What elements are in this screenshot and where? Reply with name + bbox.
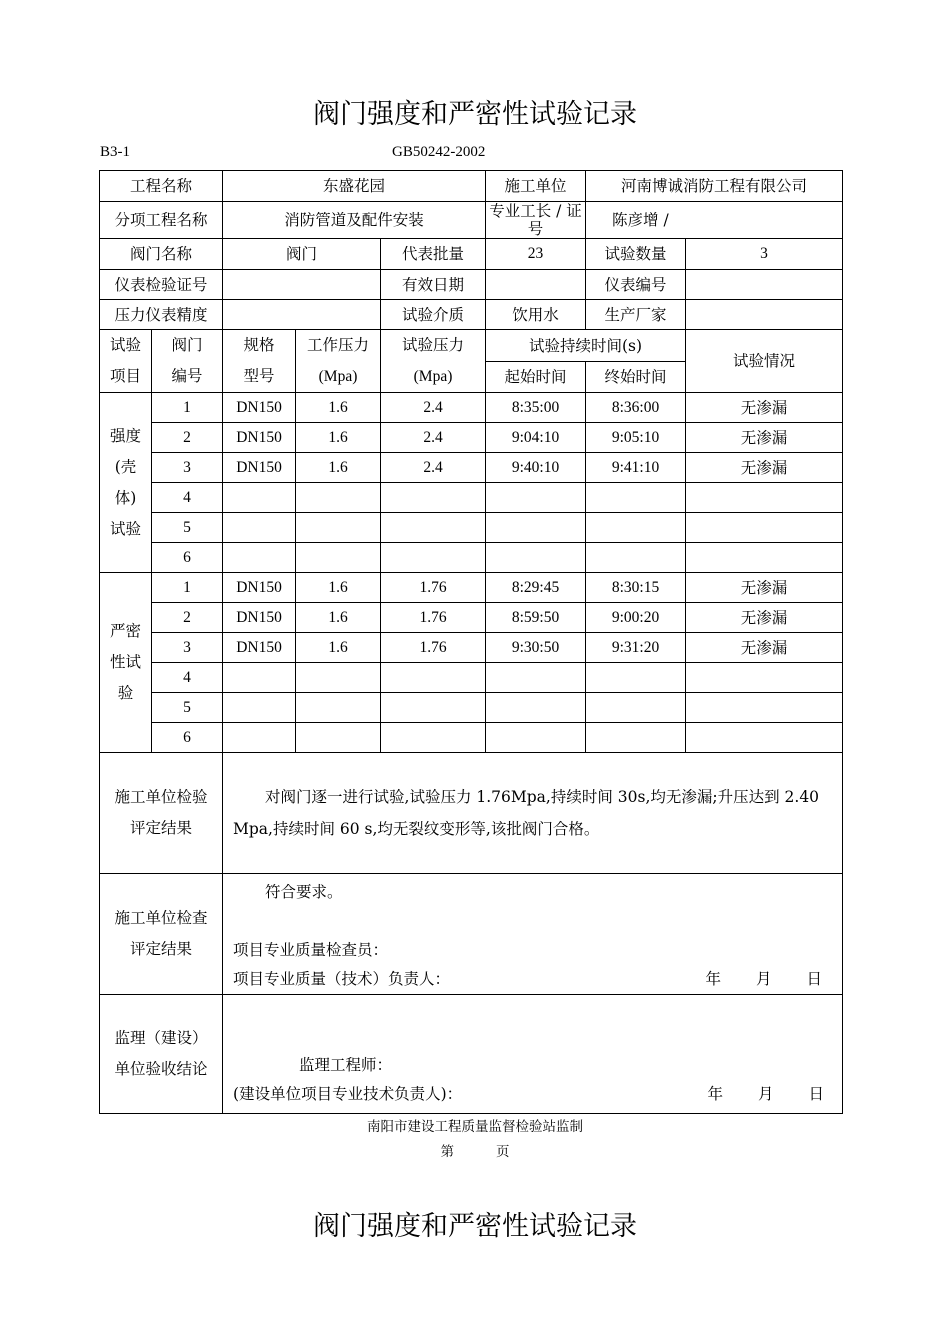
tightness-spec-cell	[223, 693, 296, 723]
strength-test-cell	[381, 543, 486, 573]
tightness-end-cell	[586, 663, 686, 693]
tightness-start-cell	[486, 723, 586, 753]
inspect-row	[100, 874, 843, 995]
strength-spec-cell	[223, 483, 296, 513]
tightness-row	[100, 663, 843, 693]
strength-no-cell: 4	[152, 483, 223, 513]
header-row-cert	[100, 270, 843, 300]
strength-end-cell	[586, 543, 686, 573]
strength-work-cell	[296, 543, 381, 573]
constructor-value: 河南博诚消防工程有限公司	[586, 171, 843, 202]
next-page-title: 阀门强度和严密性试验记录	[313, 1211, 637, 1242]
strength-row	[100, 543, 843, 573]
strength-no-cell: 3	[152, 453, 223, 483]
header-row-project	[100, 171, 843, 202]
strength-label: 强度 (壳 体) 试验	[100, 393, 152, 573]
col-end-header: 终始时间	[586, 362, 686, 393]
tightness-work-cell: 1.6	[296, 573, 381, 603]
tightness-row	[100, 603, 843, 633]
maker-value	[686, 300, 843, 330]
strength-row	[100, 423, 843, 453]
strength-work-cell: 1.6	[296, 423, 381, 453]
project-name-value: 东盛花园	[223, 171, 486, 202]
strength-start-cell: 9:04:10	[486, 423, 586, 453]
strength-no-cell: 1	[152, 393, 223, 423]
tightness-row	[100, 633, 843, 663]
test-qty-label: 试验数量	[586, 239, 686, 270]
strength-spec-cell: DN150	[223, 453, 296, 483]
strength-start-cell	[486, 483, 586, 513]
strength-end-cell: 9:05:10	[586, 423, 686, 453]
strength-spec-cell: DN150	[223, 423, 296, 453]
strength-row	[100, 513, 843, 543]
strength-row	[100, 453, 843, 483]
tightness-test-cell	[381, 693, 486, 723]
test-record-table	[99, 170, 843, 1114]
tightness-result-cell: 无渗漏	[686, 633, 843, 663]
supervise-label: 监理（建设） 单位验收结论	[100, 995, 223, 1114]
header-row-subproject	[100, 202, 843, 239]
supervise-content	[223, 995, 843, 1114]
tightness-start-cell: 8:29:45	[486, 573, 586, 603]
strength-test-cell	[381, 483, 486, 513]
column-header-row-1	[100, 330, 843, 362]
inspect-content	[223, 874, 843, 995]
check-label: 施工单位检验 评定结果	[100, 753, 223, 874]
tightness-no-cell: 6	[152, 723, 223, 753]
header-row-valve	[100, 239, 843, 270]
strength-test-cell: 2.4	[381, 423, 486, 453]
foreman-label: 专业工长 / 证号	[486, 202, 586, 239]
strength-result-cell	[686, 513, 843, 543]
tightness-result-cell	[686, 723, 843, 753]
strength-no-cell: 5	[152, 513, 223, 543]
tightness-no-cell: 2	[152, 603, 223, 633]
tightness-end-cell: 9:00:20	[586, 603, 686, 633]
constructor-label: 施工单位	[486, 171, 586, 202]
inspect-label: 施工单位检查 评定结果	[100, 874, 223, 995]
valid-label: 有效日期	[381, 270, 486, 300]
test-qty-value: 3	[686, 239, 843, 270]
project-name-label: 工程名称	[100, 171, 223, 202]
footer-page: 第 页	[440, 1144, 510, 1160]
supervise-date: 年 月 日	[707, 1085, 825, 1103]
tightness-start-cell: 8:59:50	[486, 603, 586, 633]
tightness-work-cell	[296, 663, 381, 693]
meter-no-value	[686, 270, 843, 300]
col-spec-header: 规格 型号	[223, 330, 296, 393]
tightness-work-cell: 1.6	[296, 603, 381, 633]
check-row	[100, 753, 843, 874]
valve-name-value: 阀门	[223, 239, 381, 270]
tightness-no-cell: 1	[152, 573, 223, 603]
tightness-section	[100, 573, 843, 753]
tightness-test-cell: 1.76	[381, 603, 486, 633]
strength-start-cell	[486, 513, 586, 543]
tightness-spec-cell	[223, 723, 296, 753]
tightness-test-cell	[381, 663, 486, 693]
tightness-label: 严密 性试 验	[100, 573, 152, 753]
inspect-date: 年 月 日	[705, 970, 823, 988]
strength-test-cell	[381, 513, 486, 543]
page-title: 阀门强度和严密性试验记录	[313, 99, 637, 130]
sub-project-label: 分项工程名称	[100, 202, 223, 239]
strength-result-cell: 无渗漏	[686, 423, 843, 453]
strength-work-cell: 1.6	[296, 393, 381, 423]
standard-code: GB50242-2002	[392, 144, 486, 160]
inspect-conclusion: 符合要求。	[265, 883, 343, 901]
strength-spec-cell	[223, 513, 296, 543]
strength-work-cell: 1.6	[296, 453, 381, 483]
inspector-label: 项目专业质量检查员：	[233, 941, 389, 959]
strength-end-cell	[586, 483, 686, 513]
strength-no-cell: 2	[152, 423, 223, 453]
tightness-work-cell	[296, 723, 381, 753]
manager-label: 项目专业质量（技术）负责人：	[233, 970, 451, 988]
col-valve-no-header: 阀门 编号	[152, 330, 223, 393]
tightness-no-cell: 5	[152, 693, 223, 723]
cert-value	[223, 270, 381, 300]
tightness-end-cell: 8:30:15	[586, 573, 686, 603]
tightness-end-cell: 9:31:20	[586, 633, 686, 663]
medium-label: 试验介质	[381, 300, 486, 330]
tightness-no-cell: 4	[152, 663, 223, 693]
strength-start-cell: 9:40:10	[486, 453, 586, 483]
foreman-value: 陈彦增 /	[586, 202, 843, 239]
strength-section	[100, 393, 843, 573]
sub-project-value: 消防管道及配件安装	[223, 202, 486, 239]
tightness-end-cell	[586, 693, 686, 723]
form-code: B3-1	[100, 144, 130, 160]
tightness-start-cell	[486, 663, 586, 693]
strength-test-cell: 2.4	[381, 453, 486, 483]
supervise-row	[100, 995, 843, 1114]
tightness-work-cell	[296, 693, 381, 723]
tightness-spec-cell	[223, 663, 296, 693]
strength-start-cell: 8:35:00	[486, 393, 586, 423]
tightness-spec-cell: DN150	[223, 603, 296, 633]
maker-label: 生产厂家	[586, 300, 686, 330]
tightness-no-cell: 3	[152, 633, 223, 663]
strength-spec-cell	[223, 543, 296, 573]
batch-label: 代表批量	[381, 239, 486, 270]
header-row-accuracy	[100, 300, 843, 330]
tightness-result-cell: 无渗漏	[686, 603, 843, 633]
strength-row	[100, 393, 843, 423]
col-result-header: 试验情况	[686, 330, 843, 393]
batch-value: 23	[486, 239, 586, 270]
valid-value	[486, 270, 586, 300]
engineer-label: 监理工程师：	[299, 1056, 393, 1074]
tightness-spec-cell: DN150	[223, 573, 296, 603]
strength-end-cell	[586, 513, 686, 543]
tightness-result-cell	[686, 693, 843, 723]
tightness-work-cell: 1.6	[296, 633, 381, 663]
meter-no-label: 仪表编号	[586, 270, 686, 300]
col-start-header: 起始时间	[486, 362, 586, 393]
tightness-spec-cell: DN150	[223, 633, 296, 663]
tightness-result-cell	[686, 663, 843, 693]
tightness-test-cell	[381, 723, 486, 753]
check-text: 对阀门逐一进行试验,试验压力 1.76Mpa,持续时间 30s,均无渗漏;升压达到 2.40 Mpa,持续时间 60 s,均无裂纹变形等,该批阀门合格。	[233, 788, 820, 838]
medium-value: 饮用水	[486, 300, 586, 330]
col-duration-header: 试验持续时间(s)	[486, 330, 686, 362]
col-test-pressure-header: 试验压力 (Mpa)	[381, 330, 486, 393]
tightness-row	[100, 693, 843, 723]
valve-name-label: 阀门名称	[100, 239, 223, 270]
col-item-header: 试验 项目	[100, 330, 152, 393]
tightness-row	[100, 723, 843, 753]
strength-row	[100, 483, 843, 513]
strength-spec-cell: DN150	[223, 393, 296, 423]
strength-result-cell	[686, 483, 843, 513]
tightness-end-cell	[586, 723, 686, 753]
strength-work-cell	[296, 513, 381, 543]
cert-label: 仪表检验证号	[100, 270, 223, 300]
accuracy-label: 压力仪表精度	[100, 300, 223, 330]
tightness-row	[100, 573, 843, 603]
strength-work-cell	[296, 483, 381, 513]
footer-supervisor: 南阳市建设工程质量监督检验站监制	[367, 1119, 583, 1135]
tightness-start-cell: 9:30:50	[486, 633, 586, 663]
strength-result-cell: 无渗漏	[686, 393, 843, 423]
tightness-result-cell: 无渗漏	[686, 573, 843, 603]
strength-test-cell: 2.4	[381, 393, 486, 423]
tightness-start-cell	[486, 693, 586, 723]
check-content	[223, 753, 843, 874]
tightness-test-cell: 1.76	[381, 573, 486, 603]
strength-end-cell: 8:36:00	[586, 393, 686, 423]
owner-label: (建设单位项目专业技术负责人)：	[233, 1085, 463, 1103]
accuracy-value	[223, 300, 381, 330]
strength-end-cell: 9:41:10	[586, 453, 686, 483]
strength-result-cell	[686, 543, 843, 573]
strength-start-cell	[486, 543, 586, 573]
strength-result-cell: 无渗漏	[686, 453, 843, 483]
strength-no-cell: 6	[152, 543, 223, 573]
tightness-test-cell: 1.76	[381, 633, 486, 663]
col-work-pressure-header: 工作压力 (Mpa)	[296, 330, 381, 393]
